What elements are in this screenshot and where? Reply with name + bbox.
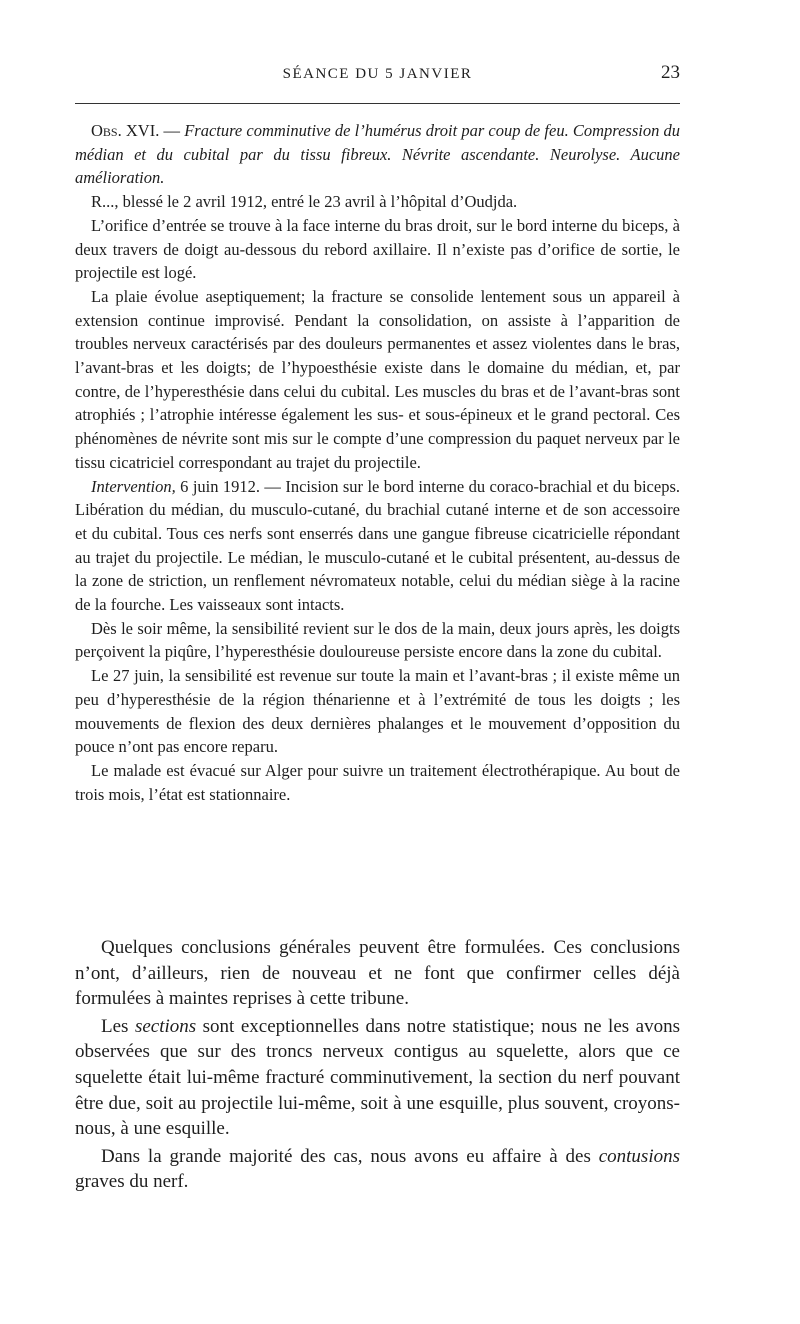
contusions-lead: Dans la grande majorité des cas, nous avons eu affaire à des: [101, 1145, 599, 1167]
intervention-paragraph: [75, 475, 680, 617]
observation-paragraph: L’orifice d’entrée se trouve à la face interne du bras droit, sur le bord interne du biceps, à deux travers de doigt au-dessous du rebord axillaire. Il n’existe pas d’orifice de sortie, le projectile est logé.: [75, 215, 680, 283]
intervention-label: Intervention,: [91, 476, 176, 496]
sections-text: sont exceptionnelles dans notre statistique; nous ne les avons observées que sur des troncs nerveux contigus au squelette, alors que ce squelette était lui-même fracturé comminutivement, la section du nerf pouvant être due, soit au projectile lui-même, soit à une esquille, plus souvent, croyons-nous, à une esquille.: [75, 1015, 680, 1140]
running-title: SÉANCE DU 5 JANVIER: [282, 66, 473, 82]
contusions-paragraph: [75, 1144, 680, 1195]
observation-block: [75, 119, 680, 806]
observation-paragraph: Le 27 juin, la sensibilité est revenue sur toute la main et l’avant-bras ; il existe même un peu d’hyperesthésie de la région thénarienne et à l’extrémité de tous les doigts ; les mouvements de flexion des deux dernières phalanges et le mouvement d’opposition du pouce n’ont pas encore reparu.: [75, 666, 680, 757]
intervention-text: 6 juin 1912. — Incision sur le bord interne du coraco-brachial et du biceps. Libération du médian, du musculo-cutané, du brachial cutané interne et de son accessoire et du cubital. Tous ces nerfs sont enserrés dans une gangue fibreuse cicatricielle répondant au trajet du projectile. Le médian, le musculo-cutané et le cubital présentent, au-dessus de la zone de striction, un renflement névromateux notable, celui du médian siège à la racine de la fourche. Les vaisseaux sont intacts.: [75, 476, 680, 615]
page-number: 23: [661, 62, 680, 83]
running-head: [75, 62, 680, 88]
observation-paragraph: Dès le soir même, la sensibilité revient sur le dos de la main, deux jours après, les doigts perçoivent la piqûre, l’hyperesthésie douloureuse persiste encore dans la zone du cubital.: [75, 618, 680, 662]
sections-term: sections: [134, 1015, 197, 1037]
conclusions-paragraph: Quelques conclusions générales peuvent être formulées. Ces conclusions n’ont, d’ailleurs, rien de nouveau et ne font que confirmer celles déjà formulées à maintes reprises à cette tribune.: [75, 937, 680, 1010]
observation-label: Obs. XVI.: [91, 121, 160, 140]
sections-paragraph: [75, 1014, 680, 1142]
contusions-text: graves du nerf.: [75, 1171, 189, 1193]
conclusions-block: [75, 935, 680, 1195]
observation-heading: [75, 119, 680, 190]
observation-dash: —: [159, 121, 185, 140]
observation-paragraph: Le malade est évacué sur Alger pour suivre un traitement électrothérapique. Au bout de trois mois, l’état est stationnaire.: [75, 760, 680, 804]
observation-title: Fracture comminutive de l’humérus droit par coup de feu. Compression du médian et du cubital par du tissu fibreux. Névrite ascendante. Neurolyse. Aucune amélioration.: [75, 121, 681, 188]
contusions-term: contusions: [598, 1145, 680, 1167]
header-rule: [75, 103, 680, 104]
observation-paragraph: La plaie évolue aseptiquement; la fracture se consolide lentement sous un appareil à extension continue improvisé. Pendant la consolidation, on assiste à l’apparition de troubles nerveux caractérisés par des douleurs permanentes et assez violentes dans le bras, l’avant-bras et les doigts; de l’hypoesthésie existe dans le domaine du médian, et, par contre, de l’hyperesthésie dans celui du cubital. Les muscles du bras et de l’avant-bras sont atrophiés ; l’atrophie intéresse également les sus- et sous-épineux et le grand pectoral. Ces phénomènes de névrite sont mis sur le compte d’une compression du paquet nerveux par le tissu cicatriciel correspondant au trajet du projectile.: [75, 286, 680, 472]
observation-paragraph: R..., blessé le 2 avril 1912, entré le 23 avril à l’hôpital d’Oudjda.: [91, 192, 518, 212]
sections-lead: Les: [101, 1015, 135, 1037]
